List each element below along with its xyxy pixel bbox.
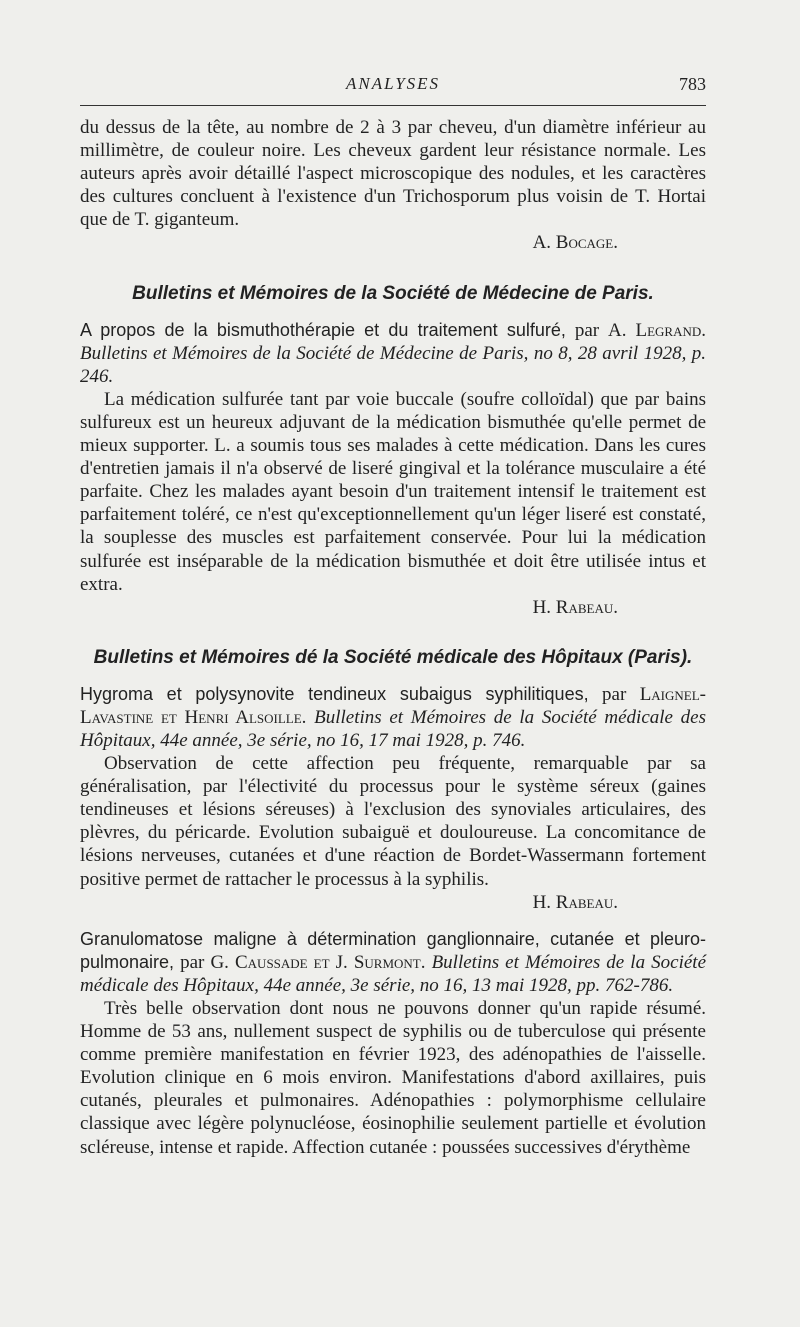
article-header [80,319,706,388]
article-body [80,388,706,619]
article-title: Hygroma et polysynovite tendineux subaigus syphilitiques, [80,683,589,704]
page-header [80,74,706,98]
article-by: par [565,319,609,341]
article-title: Granulomatose maligne à détermination ganglionnaire, cutanée et pleuro-pulmonaire, [80,928,706,972]
article-reference: Bulletins et Mémoires de la Société de Médecine de Paris, no 8, 28 avril 1928, p. 246. [80,342,706,387]
continued-paragraph [80,116,706,255]
article-author: G. Caussade et J. Surmont. [210,951,426,973]
signature: H. Rabeau. [532,596,618,618]
article-body [80,752,706,914]
article-body [80,997,706,1159]
signature: A. Bocage. [532,232,618,254]
article-header [80,928,706,997]
article-header [80,683,706,752]
paragraph-text: du dessus de la tête, au nombre de 2 à 3 par cheveu, d'un diamètre inférieur au millimètre, de couleur noire. Les cheveux gardent leur résistance normale. Les auteurs après avoir détaillé l'aspect microscopique des nodules, et les caractères des cultures concluent à l'existence d'un Trichosporum plus voisin de T. Hortai que de T. giganteum. [80,117,706,231]
article-reference: Bulletins et Mémoires de la Société médicale des Hôpitaux, 44e année, 3e série, no 16, 13 mai 1928, pp. 762-786. [80,951,706,996]
signature: H. Rabeau. [532,891,618,913]
article-by: par [588,683,640,705]
article-reference: Bulletins et Mémoires de la Société médicale des Hôpitaux, 44e année, 3e série, no 16, 17 mai 1928, p. 746. [80,706,706,751]
article-author: A. Legrand. [608,319,706,341]
article-title: A propos de la bismuthothérapie et du traitement sulfuré, [80,319,566,340]
page-number: 783 [679,74,706,94]
page-content [80,116,706,1159]
section-heading: Bulletins et Mémoires de la Société de Médecine de Paris. [132,282,654,304]
section-heading: Bulletins et Mémoires dé la Société médicale des Hôpitaux (Paris). [93,646,693,668]
header-rule [80,105,706,106]
running-title: ANALYSES [345,74,441,93]
article-by: par [174,951,211,973]
article-body-text: Très belle observation dont nous ne pouvons donner qu'un rapide résumé. Homme de 53 ans, nullement suspect de syphilis ou de tuberculose qui présente comme première manifestation en février 1923, des adénopathies de l'aisselle. Evolution clinique en 6 mois environ. Manifestations d'abord axillaires, puis cutanés, pleurales et pulmonaires. Adénopathies : polymorphisme cellulaire classique avec légère polynucléose, éosinophilie seulement partielle et évolution scléreuse, intense et rapide. Affection cutanée : poussées successives d'érythème [80,998,706,1158]
article-author: Laignel-Lavastine et Henri Alsoille. [80,683,706,728]
article-body-text: Observation de cette affection peu fréquente, remarquable par sa généralisation, par l'électivité du processus pour le système séreux (gaines tendineuses et lésions séreuses) à l'exclusion des synoviales articulaires, des plèvres, du péricarde. Evolution subaiguë et douloureuse. La concomitance de lésions nerveuses, cutanées et d'une réaction de Bordet-Wassermann fortement positive permet de rattacher le processus à la syphilis. [80,753,706,890]
article-body-text: La médication sulfurée tant par voie buccale (soufre colloïdal) que par bains sulfureux est un heureux adjuvant de la médication bismuthée qu'elle permet de mieux supporter. L. a soumis tous ses malades à cette médication. Dans les cures d'entretien jamais il n'a observé de liseré gingival et la tolérance musculaire a été parfaite. Chez les malades ayant besoin d'un traitement intensif le traitement est parfaitement toléré, ce n'est qu'exceptionnellement qu'un léger liseré est constaté, la souplesse des muscles est parfaitement conservée. Pour lui la médication sulfurée est inséparable de la médication bismuthée et doit être utilisée intus et extra. [80,388,706,595]
